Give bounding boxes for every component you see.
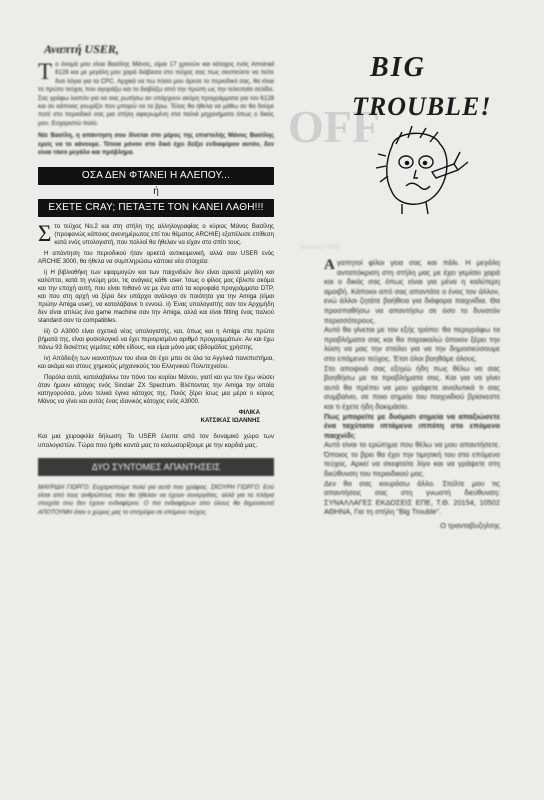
article-text: το τεύχος No.2 και στη στήλη της αλληλογραφίας ο κύριος Μάνος Βασίλης (προφανώς κάποιος ανενημέρωτος επί του θέματος ARCHIE) εξαπέλυσε επίθεση κατά ενός υπολογιστή, που πολλοί θα ήθελαν να είχαν στο σπίτι τους. xyxy=(54,223,274,247)
confused-face-icon xyxy=(362,126,482,216)
article-dropcap: Σ xyxy=(38,221,52,247)
right-text: γαπητοί φίλοι γεια σας και πάλι. Η μεγάλη ανταπόκριση στη στήλη μας με έχει γεμίσει χαρά και ο δικός σας όπως είναι για μένα η καλύτερη αμοιβή. Κάποιοι από σας απαντάτε ο ένας τον άλλον, ενώ άλλοι ζητάτε βοήθεια για διάφορα παιχνίδια. Θα προσπαθήσω να απαντήσω σε όσο το δυνατόν περισσότερους. xyxy=(324,258,500,325)
letter-heading: Αναπτή USER, xyxy=(44,42,119,56)
article-paragraph: Η απάντηση του περιοδικού ήταν αρκετά αντικειμενική, αλλά σαν USER ενός ARCHIE 3000, θα ήθελα να συμπληρώσω κάποια νέα στοιχεία: xyxy=(38,250,274,266)
right-signature: Ο τρανταβυζηλτης xyxy=(440,521,500,531)
right-paragraph: Αυτό θα γίνεται με τον εξής τρόπο: θα περιγράφω τα προβλήματα σας και θα παρακαλώ όποιον ξέρει την λύση να μας την στείλει για να την δημοσιεύσουμε στο επόμενο τεύχος. Έτσι όλοι βοηθάμε όλους. xyxy=(324,325,500,363)
left-column xyxy=(38,42,274,521)
intro-dropcap: Τ xyxy=(38,59,53,84)
headline-bar-2: ΕΧΕΤΕ CRAY; ΠΕΤΑΞΤΕ ΤΟΝ ΚΑΝΕΙ ΛΑΘΗ!!! xyxy=(38,199,274,217)
right-column xyxy=(324,258,500,531)
right-paragraph xyxy=(324,258,500,325)
headline-bar-1: ΟΣΑ ΔΕΝ ΦΤΑΝΕΙ Η ΑΛΕΠΟΥ... xyxy=(38,167,274,185)
reader-article xyxy=(38,223,274,406)
headline-connector: ή xyxy=(153,186,159,198)
signature-text: ΚΑΤΣΙΚΑΣ ΙΩΑΝΝΗΣ xyxy=(200,417,260,425)
big-trouble-logo xyxy=(350,48,510,213)
article-paragraph: i) Η βιβλιοθήκη των εφαρμογών και των παιχνιδιών δεν είναι αρκετά μεγάλη και καλύπτει, κατά τη γνώμη μου, τις ανάγκες κάθε user. Ίσως ο φίλος μας έβλεπε ακόμα και την εποχή αυτή, που είναι πιθανό να με ένα από τα κορυφαία προγράμματα DTP, και που στη αρχή να ξέρει δεν υπάρχει ανάλογο σε ποιότητα για την Amiga (είμαι πρώην Amiga user), να καταλάβαινε τι εννοώ. ii) Ένας υπολογιστής σαν τον Αρχιμήδη δεν είναι απλώς ένα game machine σαν την Amiga, αλλά και είναι fitting ένας παλιού standard σαν τα compatibles. xyxy=(38,269,274,325)
right-paragraph: Δεν θα σας κουράσω άλλο. Στείλτε μου τις απαντήσεις σας στη γνωστή διεύθυνση: ΣΥΝΑΛΛΑΓΕΣ ΕΚΔΟΣΕΙΣ ΕΠΕ, Τ.Θ. 20154, 10502 ΑΘΗΝΑ, Για τη στήλη "Big Trouble". xyxy=(324,478,500,517)
right-question: Πως μπορείτε με δυόμισι σημεία να απαξιώσετε ένα ταχύτατο ιπτάμενο ιππότη στο επόμενο παιχνίδι; xyxy=(324,411,500,440)
logo-line-2: TROUBLE! xyxy=(352,92,492,121)
intro-letter xyxy=(38,61,274,128)
right-dropcap: Α xyxy=(324,257,335,273)
right-paragraph: Στο αποψινό σας εξηγώ ήδη πως θέλω να σας βοηθήσω με τα προβλήματα σας. Και για να γίνει αυτό θα πρέπει να μου γράφετε αναλυτικά τι σας συμβαίνει, σε ποιο σημείο του παιχνιδιού βρίσκεστε και τι έχετε ήδη δοκιμάσει. xyxy=(324,363,500,411)
editor-reply: Νέε Βασίλη, η απάντηση σου δίνεται στο μέρος της επιστολής Μάνος Βασίλης εμείς να το κάνουμε. Τέτοια μόνον στο δικό έχει δείξει ενδιαφέρον αυτόν, δεν είναι τόσο μεγάλο και πρόβλημα. xyxy=(38,132,274,157)
article-paragraph: Παρόλα αυτά, καταλαβαίνω τον πόνο του κυρίου Μάνου, γιατί και γω τον έχω νιώσει όταν ήμουν κάτοχος ενός Sinclair ZX Spectrum. Βλέποντας την Amiga την οποία κατηγορούσα, μόνο τελικά έγινα κάτοχος της. Ποιός ξέρει ίσως μια μέρα ο κύριος Μάνος να γίνει και αυτός ένας ιδανικός κάτοχος ενός A3000. xyxy=(38,374,274,406)
bleed-through-caption: Ανατολή PSED xyxy=(300,245,341,251)
signoff-text: ΦΙΛΙΚΑ xyxy=(238,409,260,417)
bleed-through-text: OFF xyxy=(288,101,380,152)
right-paragraph: Αυτό είναι το ερώτημα που θέλω να μου απαντήσετε. Όποιος το βρει θα έχει την τιμητική του στο επόμενο τεύχος. Αρκεί να σκεφτείτε λίγο και να γράψετε στη διεύθυνση του περιοδικού μας. xyxy=(324,440,500,479)
signature xyxy=(38,417,274,425)
logo-line-1: BIG xyxy=(370,52,426,83)
intro-letter-text: ο όνομά μου είναι Βασίλης Μάνος, είμαι 17 χρονών και κάτοχος ενός Amstrad 6128 και με μεγάλη μου χαρά διάβασα στο τεύχος σας πως σκοπεύετε να πείτε δυο λόγια για τα CPC. Αρχικά να πω πόσο μου άρεσε το περιοδικό σας, θα είναι το πρώτο τεύχος που αγοράζω και το διαβάζω από την πρώτη ως την τελευταία σελίδα. Σας γράφω λοιπόν για να σας ρωτήσω αν υπάρχουν ακόμη προγράμματα για τον 6128 και αν κάποιος γνωρίζει που μπορώ να τα βρω. Τέλος θα ήθελα να μάθω αν θα δούμε ποτέ στο περιοδικό σας μια στήλη αφιερωμένη στα παλιά μηχανήματα όπως ο δικός μου. Ευχαριστώ πολύ. xyxy=(38,61,274,127)
headline-bar-3: ΔΥΟ ΣΥΝΤΟΜΕΣ ΑΠΑΝΤΗΣΕΙΣ xyxy=(38,458,274,476)
article-paragraph: iii) Ο A3000 είναι σχετικά νέος υπολογιστής, και, όπως και η Amiga στα πρώτα βήματά της, είναι φυσιολογικό να έχει περιορισμένο αριθμό προγραμμάτων. Αν και έχω πάνω 93 δισκέττες γεμάτες κάθε είδους, και είμαι μόνο μας εβδομάδας χρήστης. xyxy=(38,328,274,352)
article-paragraph xyxy=(38,223,274,247)
editor-note: Και μια χειροφιλία δήλωση: Το USER έλειπε από τον δυναμικό χώρο των υπολογιστών. Τώρα που ήρθε κοντά μας το καλωσορίζουμε με την καρδιά μας. xyxy=(38,433,274,449)
signoff xyxy=(38,409,274,417)
article-paragraph: iv) Απόδειξη των ικανοτήτων του είναι ότι έχει μπει σε όλα τα Αγγλικά πανεπιστήμια, και ακόμα και στους χημικούς μηχανικούς του Ελληνικού Πολυτεχνείου. xyxy=(38,355,274,371)
short-answers: ΜΑΥΡΙΔΗ ΓΙΩΡΓΟ: Ευχαριστούμε πολύ για αυτά που γράφεις. ΣΚΟΥΡΗ ΓΙΩΡΓΟ: Εσύ είσαι από τους ανθρώπους που θα ήθελαν να έχουν συνεργάτες, αλλά για τα πλάγια στοιχεία σου δεν έχουν ενδιαφέρον. Ο πιο ενδιαφέρων απο όλους θα δημοσιευτεί ΑΠΟΤΟΥΜΗ όταν ο χώρος μας το επιτρέψει σε επόμενο τεύχος. xyxy=(38,485,274,516)
